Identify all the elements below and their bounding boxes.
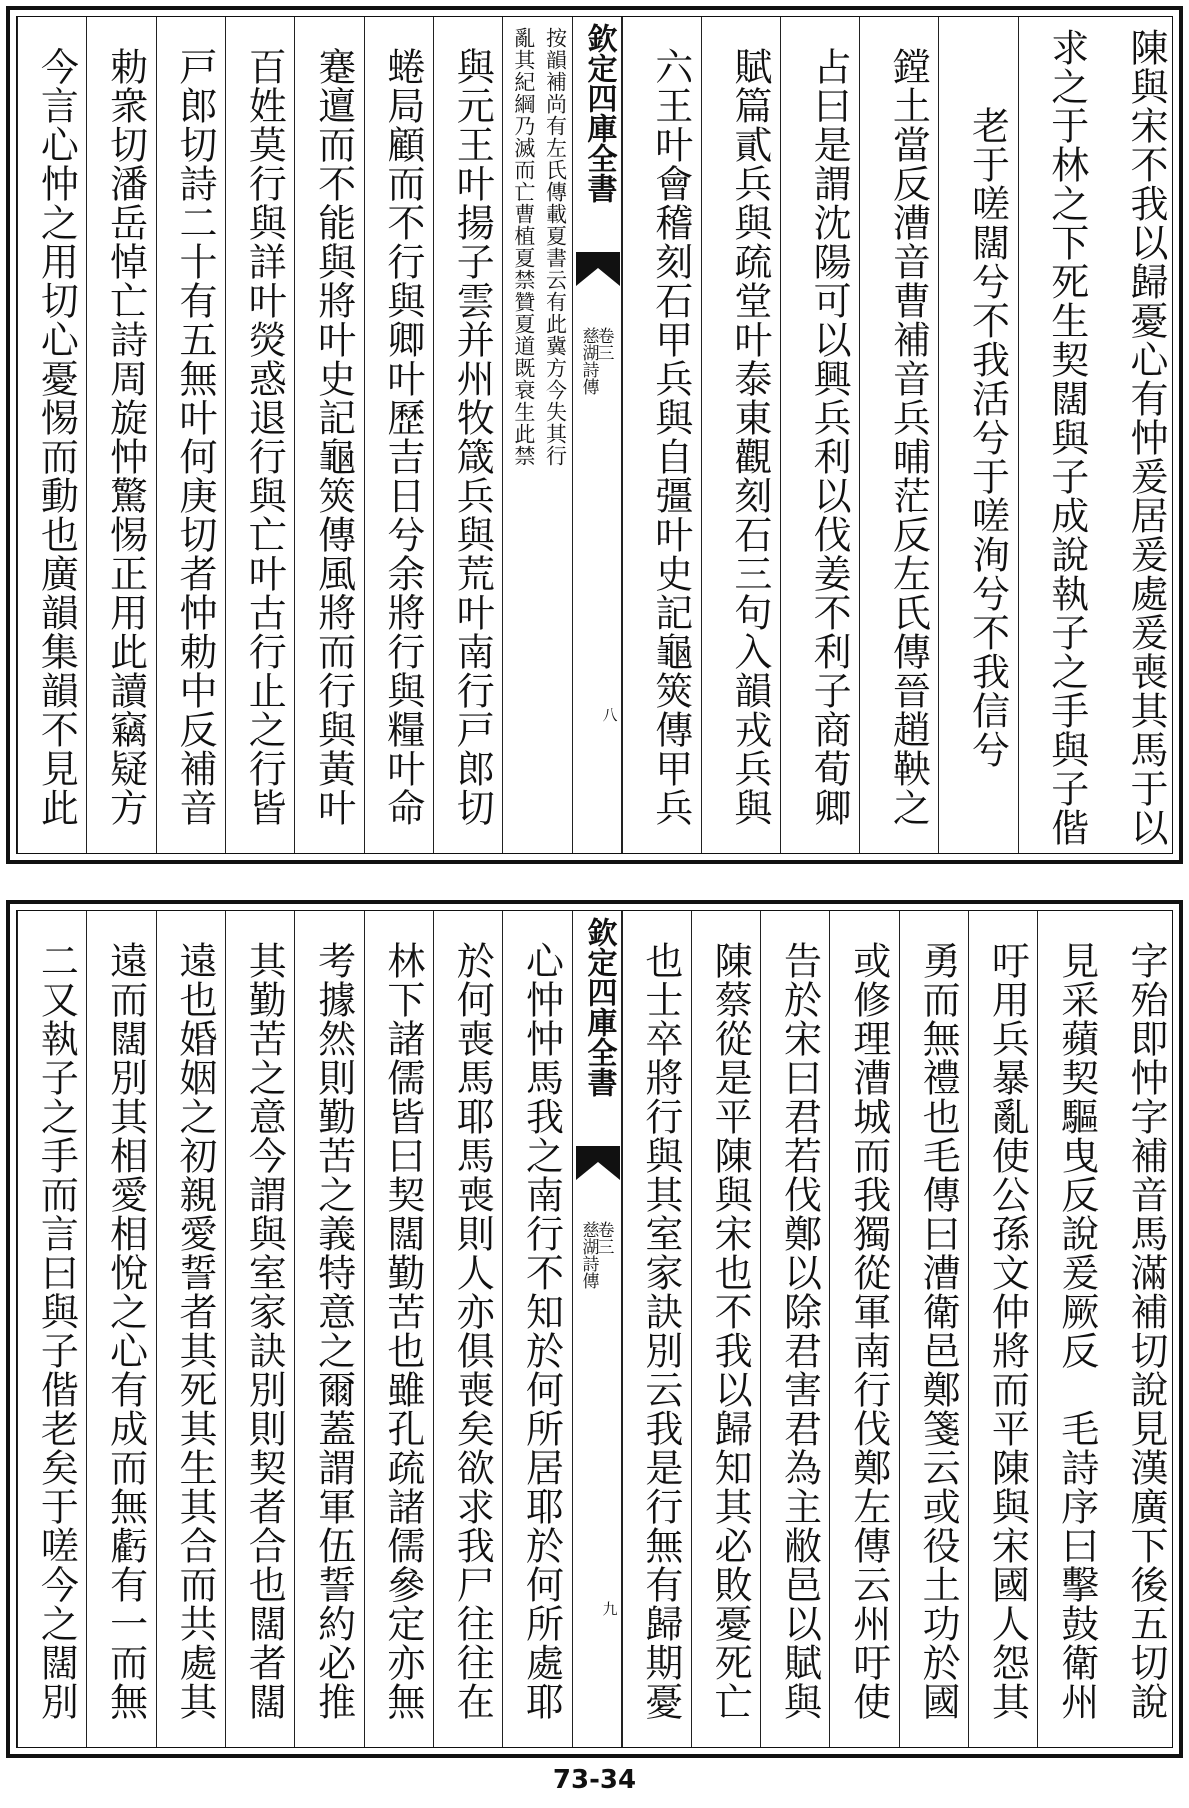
text-column <box>294 17 363 853</box>
column-text: 占曰是謂沈陽可以興兵利以伐姜不利子商荀卿 <box>807 47 852 827</box>
text-column <box>1097 17 1176 853</box>
fishtail-mark <box>576 1146 618 1180</box>
column-text: 勇而無禮也毛傳曰漕衛邑鄭箋云或役土功於國 <box>916 941 961 1721</box>
column-text: 或修理漕城而我獨從軍南行伐鄭左傳云州吁使 <box>846 941 891 1721</box>
series-title: 欽定四庫全書 <box>581 23 617 203</box>
column-text: 與元王叶揚子雲并州牧箴兵與荒叶南行戸郎切 <box>450 47 495 827</box>
page-bottom <box>6 900 1183 1758</box>
center-fold-column <box>572 911 622 1747</box>
column-text: 林下諸儒皆曰契闊勤苦也雖孔疏諸儒參定亦無 <box>380 941 425 1721</box>
volume-label: 卷三 <box>593 327 614 361</box>
column-text: 二又執子之手而言曰與子偕老矣于嗟今之闊別 <box>34 941 79 1721</box>
fishtail-mark <box>576 252 618 286</box>
text-column <box>1107 911 1176 1747</box>
text-column <box>968 911 1037 1747</box>
text-column <box>86 17 155 853</box>
column-text: 心忡忡馬我之南行不知於何所居耶於何所處耶 <box>519 941 564 1721</box>
column-text: 告於宋曰君若伐鄭以除君害君為主敝邑以賦與 <box>777 941 822 1721</box>
commentary-line-left: 亂其紀綱乃滅而亡曹植夏禁贊夏道既衰生此禁 <box>511 27 536 467</box>
commentary-double-column <box>502 17 571 853</box>
page-top <box>6 6 1183 864</box>
text-column <box>225 911 294 1747</box>
column-text: 遠而闊別其相愛相悅之心有成而無虧有一而無 <box>103 941 148 1721</box>
page-number: 九 <box>600 1601 619 1616</box>
text-column <box>622 911 691 1747</box>
page-number: 八 <box>600 707 619 722</box>
column-text: 遠也婚姻之初親愛誓者其死其生其合而共處其 <box>172 941 217 1721</box>
column-text: 於何喪馬耶馬喪則人亦俱喪矣欲求我尸往往在 <box>450 941 495 1721</box>
series-title: 欽定四庫全書 <box>581 917 617 1097</box>
column-text: 老于嗟闊兮不我活兮于嗟洵兮不我信兮 <box>965 105 1010 769</box>
column-text: 六王叶會稽刻石甲兵與自彊叶史記龜筴傳甲兵 <box>648 47 693 827</box>
column-text: 蜷局顧而不行與卿叶歷吉日兮余將行與糧叶命 <box>380 47 425 827</box>
column-text: 陳蔡從是平陳與宋也不我以歸知其必敗憂死亡 <box>708 941 753 1721</box>
column-text: 賦篇貳兵與疏堂叶泰東觀刻石三句入韻戎兵與 <box>727 47 772 827</box>
commentary-line-right: 按韻補尚有左氏傳載夏書云有此冀方今失其行 <box>543 27 568 467</box>
text-column <box>433 911 502 1747</box>
column-text: 勅衆切潘岳悼亡詩周旋忡驚惕正用此讀竊疑方 <box>103 47 148 827</box>
text-column <box>760 911 829 1747</box>
text-column <box>86 911 155 1747</box>
page-footer-number: 73-34 <box>552 1765 637 1795</box>
column-text: 蹇邅而不能與將叶史記龜筴傳風將而行與黃叶 <box>311 47 356 827</box>
column-text: 其勤苦之意今謂與室家訣別則契者合也闊者闊 <box>242 941 287 1721</box>
column-text: 見采蘋契驅曳反說爰厥反 毛詩序曰擊鼓衛州 <box>1054 941 1099 1721</box>
column-text: 今言心忡之用切心憂惕而動也廣韻集韻不見此 <box>34 47 79 827</box>
text-column <box>156 911 225 1747</box>
text-column <box>1018 17 1097 853</box>
text-column <box>780 17 859 853</box>
book-title: 慈湖詩傳 <box>578 327 599 395</box>
text-column <box>433 17 502 853</box>
column-text: 陳與宋不我以歸憂心有忡爰居爰處爰喪其馬于以 <box>1123 27 1168 847</box>
text-column <box>829 911 898 1747</box>
text-column <box>225 17 294 853</box>
text-column <box>294 911 363 1747</box>
column-text: 考據然則勤苦之義特意之爾蓋謂軍伍誓約必推 <box>311 941 356 1721</box>
column-text: 也士卒將行與其室家訣別云我是行無有歸期憂 <box>638 941 683 1721</box>
center-fold-column <box>572 17 622 853</box>
text-column <box>364 911 433 1747</box>
text-column <box>938 17 1017 853</box>
text-column <box>691 911 760 1747</box>
text-column <box>17 911 86 1747</box>
column-text: 戸郎切詩二十有五無叶何庚切者忡勅中反補音 <box>172 47 217 827</box>
text-column <box>622 17 701 853</box>
column-text: 百姓莫行與詳叶熒惑退行與亡叶古行止之行皆 <box>242 47 287 827</box>
text-column <box>859 17 938 853</box>
column-text: 求之于林之下死生契闊與子成說執子之手與子偕 <box>1044 27 1089 847</box>
text-column <box>1037 911 1106 1747</box>
text-column <box>364 17 433 853</box>
column-text: 鏜土當反漕音曹補音兵晡茫反左氏傳晉趙鞅之 <box>886 47 931 827</box>
book-title: 慈湖詩傳 <box>578 1221 599 1289</box>
text-column <box>502 911 571 1747</box>
text-column <box>17 17 86 853</box>
column-text: 字殆即忡字補音馬滿補切說見漢廣下後五切說 <box>1124 941 1168 1721</box>
volume-label: 卷三 <box>593 1221 614 1255</box>
column-text: 吁用兵暴亂使公孫文仲將而平陳與宋國人怨其 <box>985 941 1030 1721</box>
text-column <box>701 17 780 853</box>
text-column <box>899 911 968 1747</box>
text-column <box>156 17 225 853</box>
